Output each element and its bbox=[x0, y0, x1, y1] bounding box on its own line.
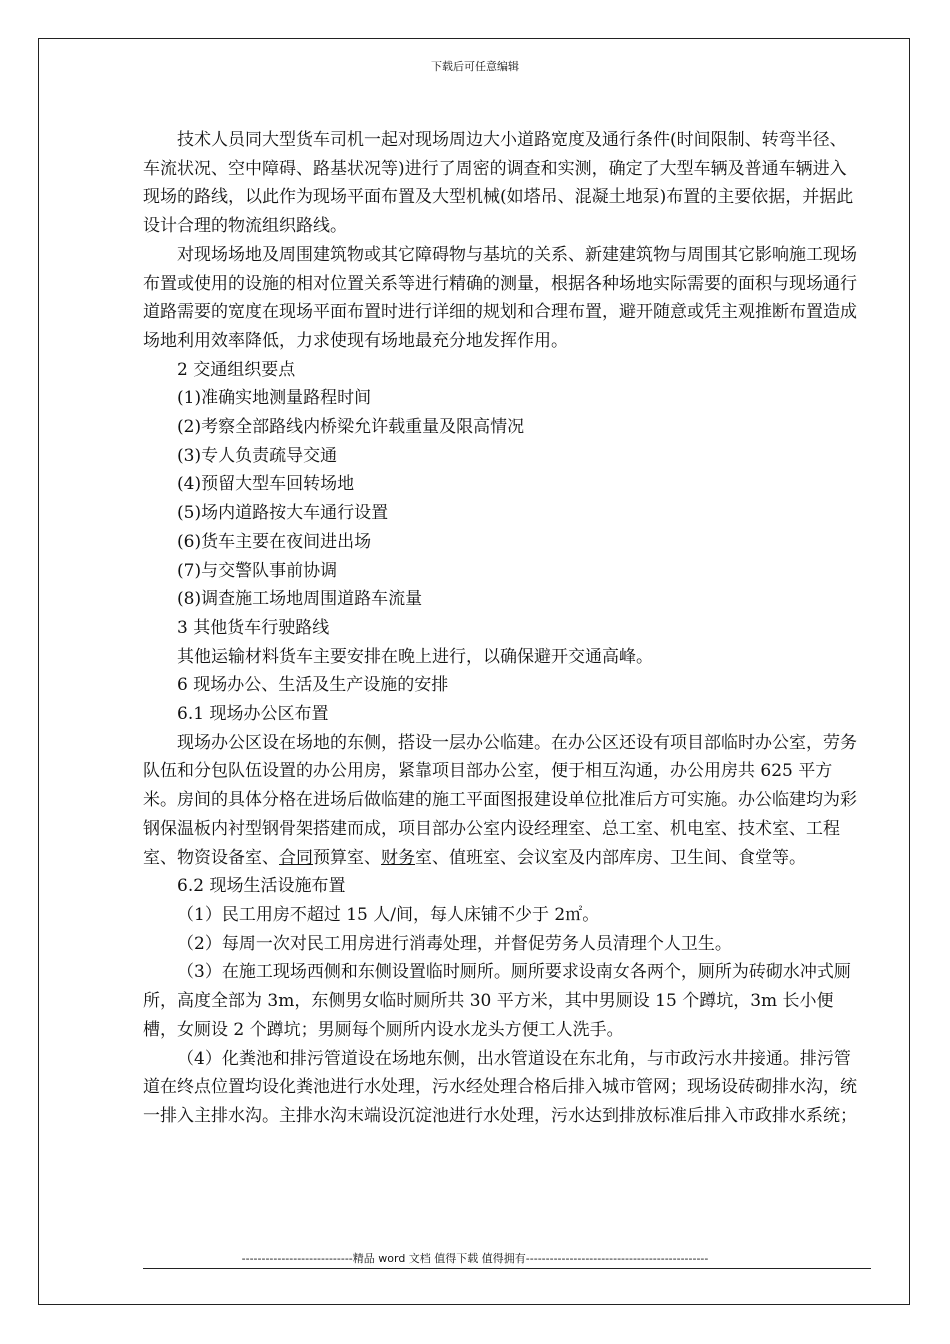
heading-section-6: 6 现场办公、生活及生产设施的安排 bbox=[177, 675, 449, 696]
list-item: (3)专人负责疏导交通 bbox=[177, 445, 338, 466]
page-header: 下载后可任意编辑 bbox=[431, 60, 519, 73]
office-text-c: 室、值班室、会议室及内部库房、卫生间、食堂等。 bbox=[415, 847, 806, 868]
list-item: (5)场内道路按大车通行设置 bbox=[177, 503, 389, 524]
paragraph-office-area bbox=[143, 729, 863, 873]
page-footer: ----------------------------精品 word 文档 值得下载 值得拥有---------------------------------------------- bbox=[241, 1252, 709, 1265]
office-text-b: 预算室、 bbox=[313, 847, 381, 868]
paragraph-site-measurement: 对现场场地及周围建筑物或其它障碍物与基坑的关系、新建建筑物与周围其它影响施工现场布置或使用的设施的相对位置关系等进行精确的测量，根据各种场地实际需要的面积与现场通行道路需要的宽度在现场平面布置时进行详细的规划和合理布置，避开随意或凭主观推断布置造成场地利用效率降低，力求使现有场地最充分地发挥作用。 bbox=[143, 244, 857, 351]
heading-other-truck-routes: 3 其他货车行驶路线 bbox=[177, 617, 330, 638]
document-body bbox=[143, 126, 863, 1131]
list-item: (6)货车主要在夜间进出场 bbox=[177, 531, 372, 552]
paragraph-route-survey: 技术人员同大型货车司机一起对现场周边大小道路宽度及通行条件(时间限制、转弯半径、车流状况、空中障碍、路基状况等)进行了周密的调查和实测，确定了大型车辆及普通车辆进入现场的路线，以此作为现场平面布置及大型机械(如塔吊、混凝土地泵)布置的主要依据，并据此设计合理的物流组织路线。 bbox=[143, 130, 854, 237]
list-item: (1)准确实地测量路程时间 bbox=[177, 388, 372, 409]
paragraph-living-1: （1）民工用房不超过 15 人/间，每人床铺不少于 2㎡。 bbox=[177, 904, 600, 925]
office-text-a: 现场办公区设在场地的东侧，搭设一层办公临建。在办公区还设有项目部临时办公室，劳务队伍和分包队伍设置的办公用房，紧靠项目部办公室，便于相互沟通，办公用房共 625 平方米。房间的具体分格在进场后做临建的施工平面图报建设单位批准后方可实施。办公临建均为彩钢保温板内衬型钢骨架搭建而成，项目部办公室内设经理室、总工室、机电室、技术室、工程室、物资设备室、 bbox=[143, 732, 857, 868]
paragraph-other-trucks: 其他运输材料货车主要安排在晚上进行，以确保避开交通高峰。 bbox=[177, 646, 653, 667]
heading-traffic-organization: 2 交通组织要点 bbox=[177, 359, 296, 380]
paragraph-living-4: （4）化粪池和排污管道设在场地东侧，出水管道设在东北角，与市政污水井接通。排污管道在终点位置均设化粪池进行水处理，污水经处理合格后排入城市管网；现场设砖砌排水沟，统一排入主排水沟。主排水沟末端设沉淀池进行水处理，污水达到排放标准后排入市政排水系统； bbox=[143, 1048, 857, 1126]
list-item: (7)与交警队事前协调 bbox=[177, 560, 338, 581]
list-item: (8)调查施工场地周围道路车流量 bbox=[177, 589, 423, 610]
list-item: (4)预留大型车回转场地 bbox=[177, 474, 355, 495]
paragraph-living-2: （2）每周一次对民工用房进行消毒处理，并督促劳务人员清理个人卫生。 bbox=[177, 933, 732, 954]
heading-section-6-2: 6.2 现场生活设施布置 bbox=[177, 876, 346, 897]
footer-divider bbox=[143, 1268, 871, 1269]
paragraph-living-3: （3）在施工现场西侧和东侧设置临时厕所。厕所要求设南女各两个，厕所为砖砌水冲式厕所，高度全部为 3m，东侧男女临时厕所共 30 平方米，其中男厕设 15 个蹲坑，3m 长小便槽，女厕设 2 个蹲坑；男厕每个厕所内设水龙头方便工人洗手。 bbox=[143, 962, 851, 1040]
list-item: (2)考察全部路线内桥梁允许载重量及限高情况 bbox=[177, 417, 525, 438]
heading-section-6-1: 6.1 现场办公区布置 bbox=[177, 704, 329, 725]
finance-link[interactable]: 财务 bbox=[381, 847, 415, 868]
contract-link[interactable]: 合同 bbox=[279, 847, 313, 868]
